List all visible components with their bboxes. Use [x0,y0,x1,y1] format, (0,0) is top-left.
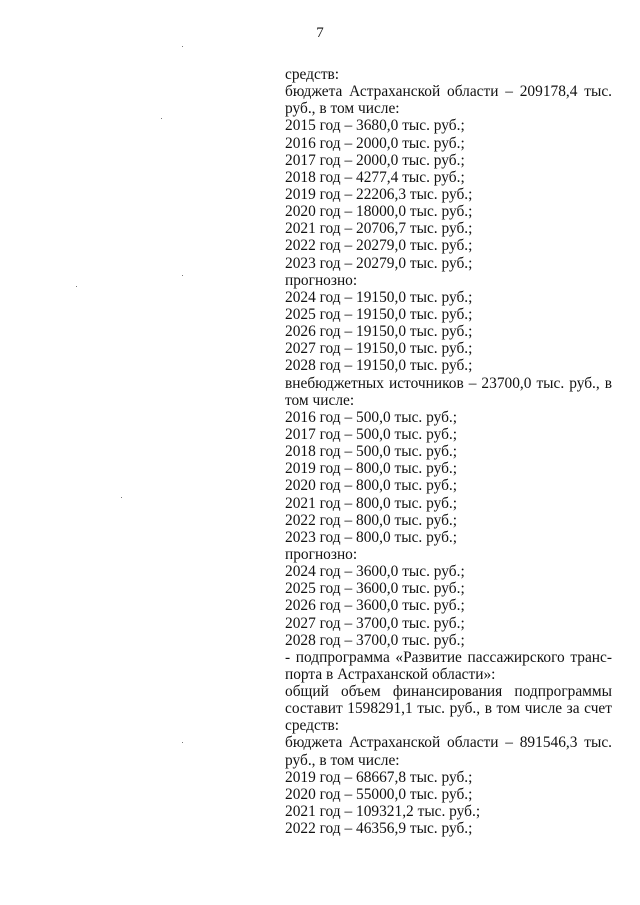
text-line: средств: [285,66,340,83]
text-line: 2026 год – 19150,0 тыс. руб.; [285,323,473,341]
text-line: 2020 год – 18000,0 тыс. руб.; [285,203,473,221]
text-line: руб., в том числе: [285,751,400,769]
text-line: 2026 год – 3600,0 тыс. руб.; [285,597,465,615]
text-line: 2028 год – 19150,0 тыс. руб.; [285,357,473,375]
text-line: 2027 год – 3700,0 тыс. руб.; [285,614,465,632]
text-line: 2019 год – 68667,8 тыс. руб.; [285,768,473,786]
text-line: 2022 год – 46356,9 тыс. руб.; [285,820,473,838]
text-line: 2020 год – 800,0 тыс. руб.; [285,477,458,495]
text-line: 2015 год – 3680,0 тыс. руб.; [285,117,465,135]
text-line: 2016 год – 500,0 тыс. руб.; [285,408,458,426]
scan-speck [182,742,183,743]
text-line: 2017 год – 2000,0 тыс. руб.; [285,151,465,169]
text-line: 2018 год – 500,0 тыс. руб.; [285,443,458,461]
text-line: 2028 год – 3700,0 тыс. руб.; [285,631,465,649]
text-line: 2020 год – 55000,0 тыс. руб.; [285,785,473,803]
text-line: 2019 год – 800,0 тыс. руб.; [285,460,458,478]
text-line: 2021 год – 800,0 тыс. руб.; [285,494,458,512]
scan-speck [161,118,162,119]
text-line: общий объем финансирования подпрограммы [285,683,612,701]
text-line: 2021 год – 20706,7 тыс. руб.; [285,220,473,238]
text-line: порта в Астраханской области»: [285,665,496,683]
text-line: 2021 год – 109321,2 тыс. руб.; [285,803,481,821]
text-line: руб., в том числе: [285,100,400,118]
page-number: 7 [316,25,324,41]
text-line: 2023 год – 20279,0 тыс. руб.; [285,254,473,272]
scan-speck [76,286,77,287]
text-line: 2025 год – 19150,0 тыс. руб.; [285,305,473,323]
text-line: бюджета Астраханской области – 209178,4 тыс. [285,83,612,101]
text-line: прогнозно: [285,271,358,289]
text-line: 2027 год – 19150,0 тыс. руб.; [285,340,473,358]
text-line: 2022 год – 800,0 тыс. руб.; [285,511,458,529]
text-line: - подпрограмма «Развитие пассажирского транс- [285,648,612,666]
scan-speck [121,497,122,498]
text-line: 2022 год – 20279,0 тыс. руб.; [285,237,473,255]
text-line: 2019 год – 22206,3 тыс. руб.; [285,185,473,203]
text-line: внебюджетных источников – 23700,0 тыс. руб., в [285,374,612,392]
text-line: 2024 год – 3600,0 тыс. руб.; [285,563,465,581]
text-line: бюджета Астраханской области – 891546,3 тыс. [285,734,612,752]
scan-speck [182,46,183,47]
text-line: 2017 год – 500,0 тыс. руб.; [285,425,458,443]
text-line: составит 1598291,1 тыс. руб., в том числе за счет [285,700,612,718]
text-line: средств: [285,717,340,735]
scan-speck [182,275,183,276]
funding-text-column [285,66,612,837]
text-line: 2024 год – 19150,0 тыс. руб.; [285,288,473,306]
text-line: 2016 год – 2000,0 тыс. руб.; [285,134,465,152]
text-line: 2023 год – 800,0 тыс. руб.; [285,528,458,546]
text-line: прогнозно: [285,545,358,563]
text-line: 2018 год – 4277,4 тыс. руб.; [285,168,465,186]
text-line: 2025 год – 3600,0 тыс. руб.; [285,580,465,598]
text-line: том числе: [285,391,355,409]
